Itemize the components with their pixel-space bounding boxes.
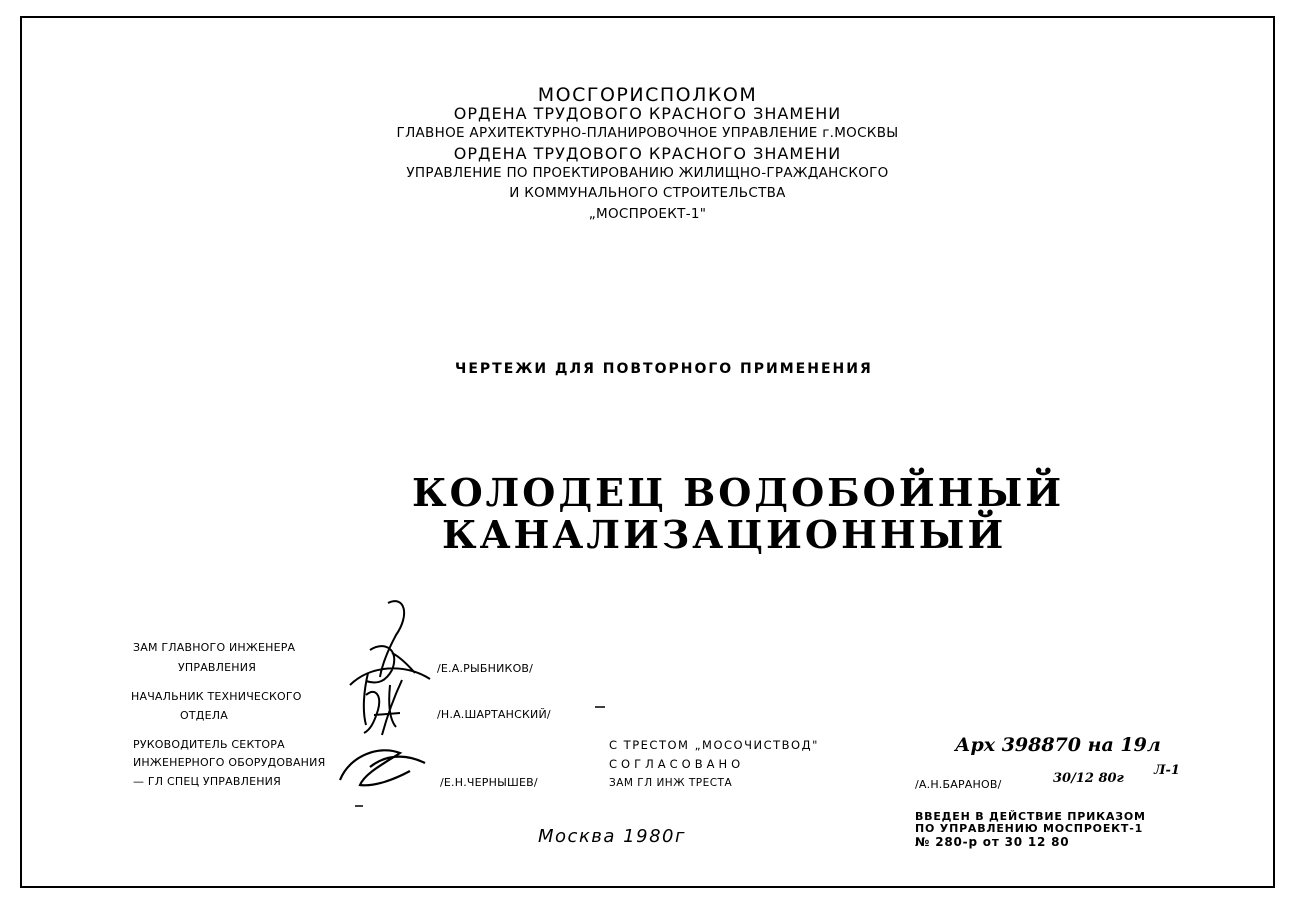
dash-mark-2	[355, 804, 367, 808]
enactment-line-2: ПО УПРАВЛЕНИЮ МОСПРОЕКТ-1	[915, 822, 1144, 835]
org-municipal-construction: И КОММУНАЛЬНОГО СТРОИТЕЛЬСТВА	[509, 185, 786, 201]
dash-mark-1	[595, 705, 607, 709]
archive-clerk-name: /А.Н.БАРАНОВ/	[915, 778, 1002, 791]
archive-date: 30/12 80г	[1053, 771, 1124, 786]
archive-number: Арх 398870 на 19л	[955, 734, 1161, 756]
signatory-3-position-cont: ИНЖЕНЕРНОГО ОБОРУДОВАНИЯ	[133, 756, 326, 769]
signatory-3-position: РУКОВОДИТЕЛЬ СЕКТОРА	[133, 738, 285, 751]
signatory-2-position: НАЧАЛЬНИК ТЕХНИЧЕСКОГО	[131, 690, 302, 703]
signatory-2-position-cont: ОТДЕЛА	[180, 709, 228, 722]
org-order-line-2: ОРДЕНА ТРУДОВОГО КРАСНОГО ЗНАМЕНИ	[453, 144, 842, 163]
signatory-1-position: ЗАМ ГЛАВНОГО ИНЖЕНЕРА	[133, 641, 296, 654]
signatory-1-position-cont: УПРАВЛЕНИЯ	[178, 661, 257, 674]
archive-sheet: Л-1	[1154, 763, 1180, 778]
signature-scribbles	[330, 595, 440, 795]
signatory-1-name: /Е.А.РЫБНИКОВ/	[437, 662, 534, 675]
signatory-2-name: /Н.А.ШАРТАНСКИЙ/	[437, 708, 551, 721]
signatory-3-name: /Е.Н.ЧЕРНЫШЕВ/	[440, 776, 538, 789]
signatory-3-position-cont-2: — ГЛ СПЕЦ УПРАВЛЕНИЯ	[133, 775, 281, 788]
enactment-line-3: № 280-р от 30 12 80	[915, 835, 1070, 849]
title-line-2: КАНАЛИЗАЦИОННЫЙ	[442, 512, 1007, 557]
org-mosproekt: „МОСПРОЕКТ-1"	[588, 206, 707, 222]
org-order-line-1: ОРДЕНА ТРУДОВОГО КРАСНОГО ЗНАМЕНИ	[453, 104, 842, 123]
approval-agreed: СОГЛАСОВАНО	[609, 757, 745, 771]
document-type: ЧЕРТЕЖИ ДЛЯ ПОВТОРНОГО ПРИМЕНЕНИЯ	[455, 361, 873, 377]
enactment-line-1: ВВЕДЕН В ДЕЙСТВИЕ ПРИКАЗОМ	[915, 810, 1146, 823]
org-mosgorispolkom: МОСГОРИСПОЛКОМ	[537, 84, 758, 106]
org-main-directorate: ГЛАВНОЕ АРХИТЕКТУРНО-ПЛАНИРОВОЧНОЕ УПРАВЛЕНИЕ г.МОСКВЫ	[396, 125, 899, 141]
city-year: Москва 1980г	[538, 826, 686, 847]
approval-deputy: ЗАМ ГЛ ИНЖ ТРЕСТА	[609, 777, 733, 789]
org-design-directorate: УПРАВЛЕНИЕ ПО ПРОЕКТИРОВАНИЮ ЖИЛИЩНО-ГРАЖДАНСКОГО	[406, 165, 889, 181]
approval-trust: С ТРЕСТОМ „МОСОЧИСТВОД"	[609, 738, 819, 752]
title-line-1: КОЛОДЕЦ ВОДОБОЙНЫЙ	[412, 470, 1065, 515]
